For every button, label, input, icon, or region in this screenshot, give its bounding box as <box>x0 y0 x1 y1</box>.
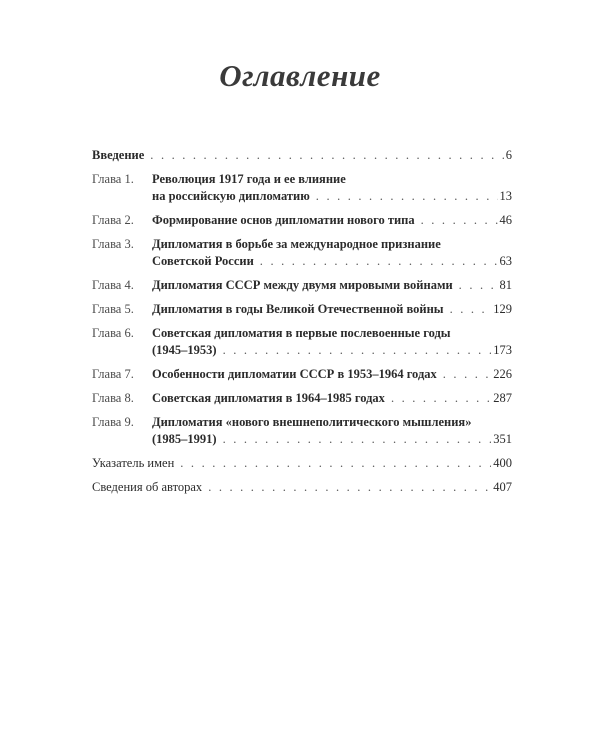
toc-page-number: 173 <box>493 343 512 357</box>
toc-page-number: 81 <box>499 278 512 292</box>
chapter-label: Глава 3. <box>92 237 134 251</box>
toc-entry-name-index[interactable] <box>92 455 512 472</box>
chapter-label: Глава 2. <box>92 213 134 227</box>
chapter-label: Глава 9. <box>92 415 134 429</box>
toc-entry-title-line2: на российскую дипломатию <box>152 189 310 203</box>
toc-entry-about-authors[interactable] <box>92 479 512 496</box>
dot-leader <box>180 455 491 472</box>
chapter-label: Глава 7. <box>92 367 134 381</box>
chapter-label: Глава 4. <box>92 278 134 292</box>
toc-entry-title: Особенности дипломатии СССР в 1953–1964 годах <box>152 367 437 381</box>
page-title: Оглавление <box>219 58 381 93</box>
toc-entry-chapter-2[interactable] <box>92 212 512 229</box>
toc-entry-title: Указатель имен <box>92 456 175 470</box>
toc-entry-introduction[interactable] <box>92 147 512 164</box>
toc-page-number: 13 <box>499 189 512 203</box>
toc-page-number: 129 <box>493 302 512 316</box>
toc-page-number: 400 <box>493 456 512 470</box>
toc-entry-title: Дипломатия СССР между двумя мировыми войнами <box>152 278 453 292</box>
dot-leader <box>459 277 498 294</box>
toc-entry-title-line1: Дипломатия в борьбе за международное признание <box>152 237 441 251</box>
toc-page-number: 351 <box>493 432 512 446</box>
toc-entry-title-line1: Дипломатия «нового внешнеполитического мышления» <box>152 415 472 429</box>
toc-page-number: 63 <box>499 254 512 268</box>
toc-entry-chapter-8[interactable] <box>92 390 512 407</box>
toc-entry-chapter-5[interactable] <box>92 301 512 318</box>
dot-leader <box>208 479 491 496</box>
toc-entry-chapter-4[interactable] <box>92 277 512 294</box>
toc-entry-title-line1: Революция 1917 года и ее влияние <box>152 172 346 186</box>
dot-leader <box>443 366 491 383</box>
chapter-label: Глава 6. <box>92 326 134 340</box>
toc-entry-chapter-7[interactable] <box>92 366 512 383</box>
chapter-label: Глава 1. <box>92 172 134 186</box>
toc-page-number: 226 <box>493 367 512 381</box>
dot-leader <box>150 147 503 164</box>
toc-entry-title: Дипломатия в годы Великой Отечественной войны <box>152 302 444 316</box>
toc-entry-title: Сведения об авторах <box>92 480 203 494</box>
toc-entry-title: Советская дипломатия в 1964–1985 годах <box>152 391 385 405</box>
toc-page-number: 407 <box>493 480 512 494</box>
dot-leader <box>223 431 492 448</box>
toc-entry-title-line2: (1945–1953) <box>152 343 217 357</box>
toc-page-number: 46 <box>499 213 512 227</box>
dot-leader <box>391 390 491 407</box>
dot-leader <box>450 301 492 318</box>
toc-entry-chapter-3[interactable] <box>92 236 512 270</box>
toc-entry-title: Введение <box>92 148 145 162</box>
toc-entry-title-line1: Советская дипломатия в первые послевоенные годы <box>152 326 451 340</box>
toc-entry-title: Формирование основ дипломатии нового типа <box>152 213 415 227</box>
toc-entry-chapter-1[interactable] <box>92 171 512 205</box>
toc-page-number: 6 <box>505 148 512 162</box>
dot-leader <box>421 212 498 229</box>
dot-leader <box>260 253 498 270</box>
toc-entry-chapter-6[interactable] <box>92 325 512 359</box>
toc-entry-title-line2: Советской России <box>152 254 254 268</box>
chapter-label: Глава 8. <box>92 391 134 405</box>
table-of-contents <box>92 147 512 503</box>
dot-leader <box>223 342 492 359</box>
toc-page-number: 287 <box>493 391 512 405</box>
dot-leader <box>316 188 498 205</box>
chapter-label: Глава 5. <box>92 302 134 316</box>
toc-entry-chapter-9[interactable] <box>92 414 512 448</box>
toc-entry-title-line2: (1985–1991) <box>152 432 217 446</box>
